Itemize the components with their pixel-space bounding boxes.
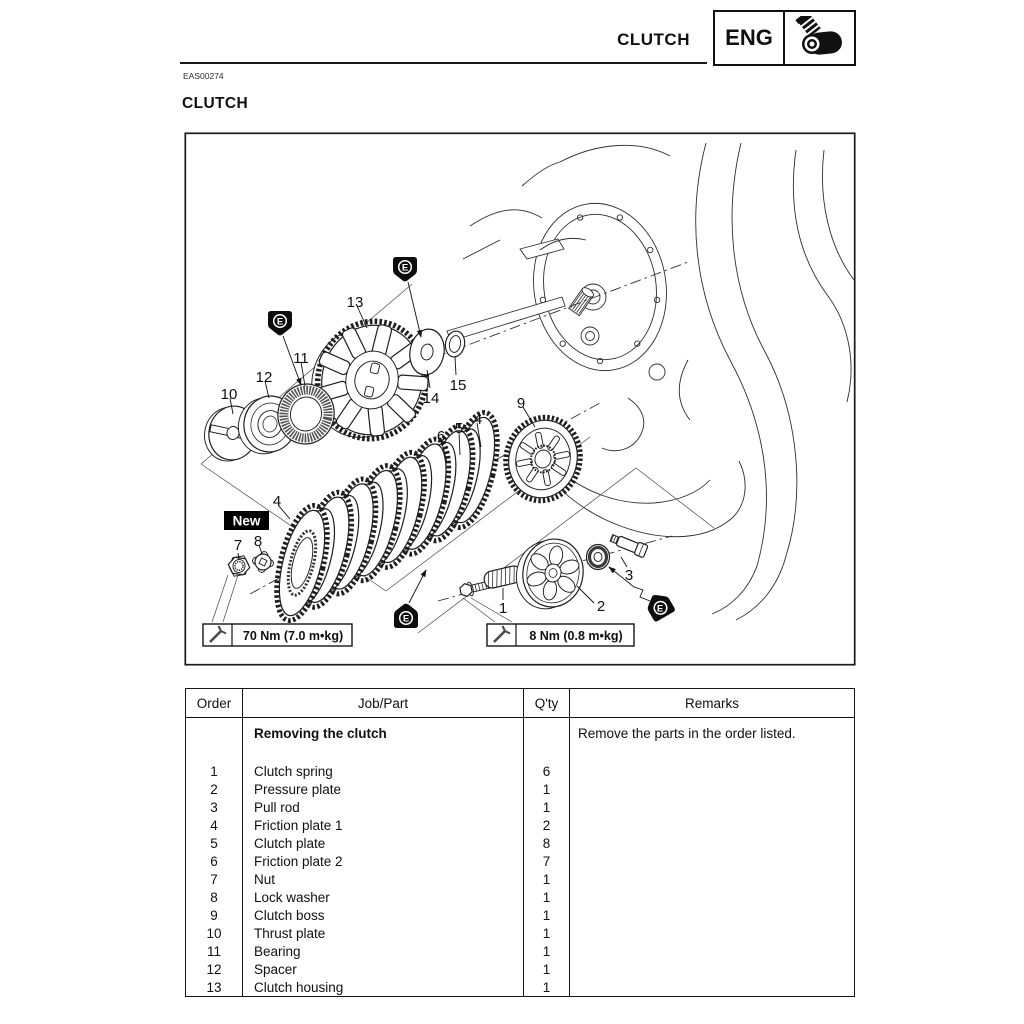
job-cell: Pressure plate — [254, 782, 342, 797]
job-cell: Clutch spring — [254, 764, 333, 779]
callout-14: 14 — [422, 390, 440, 407]
order-cell — [186, 725, 242, 743]
order-cell: 4 — [210, 818, 218, 833]
remarks-cell — [570, 871, 854, 889]
job-cell: Friction plate 1 — [254, 818, 343, 833]
table-spacer — [243, 743, 523, 763]
order-cell: 2 — [210, 782, 218, 797]
oil-symbol-badge-right — [643, 589, 676, 622]
table-spacer — [186, 743, 242, 763]
callout-11: 11 — [293, 350, 309, 367]
remarks-cell — [570, 853, 854, 871]
part-clutch-boss — [497, 409, 589, 508]
callout-10: 10 — [220, 386, 238, 403]
remarks-cell — [570, 781, 854, 799]
callout-15: 15 — [449, 377, 467, 394]
callout-6: 6 — [436, 428, 446, 445]
table-spacer — [524, 743, 569, 763]
order-cell: 5 — [210, 836, 218, 851]
running-header: CLUTCH — [617, 30, 690, 49]
job-cell: Nut — [254, 872, 276, 887]
callout-5: 5 — [454, 420, 464, 437]
order-cell: 1 — [210, 764, 218, 779]
svg-text:70 Nm (7.0 m•kg): 70 Nm (7.0 m•kg) — [242, 629, 344, 643]
qty-cell: 7 — [542, 854, 551, 869]
remarks-cell — [570, 817, 854, 835]
qty-cell: 2 — [542, 818, 551, 833]
engine-crankcase-background — [447, 143, 854, 620]
order-cell: 12 — [206, 962, 222, 977]
callout-12: 12 — [255, 369, 273, 386]
callout-4b: 4 — [272, 493, 282, 510]
qty-cell: 1 — [542, 800, 551, 815]
part-pullrod-bolt — [609, 532, 648, 558]
table-column-qty — [524, 718, 570, 996]
remarks-cell: Remove the parts in the order listed. — [578, 726, 796, 741]
callout-8: 8 — [253, 533, 263, 550]
oil-symbol-badge-bottom — [394, 604, 418, 628]
svg-text:E: E — [656, 603, 664, 615]
svg-text:E: E — [401, 262, 409, 274]
job-cell: Thrust plate — [254, 926, 326, 941]
section-tab-box — [713, 10, 856, 66]
qty-cell — [524, 725, 569, 743]
callout-2: 2 — [596, 598, 606, 615]
part-lock-washer — [251, 550, 275, 574]
qty-cell: 1 — [542, 782, 551, 797]
job-cell: Lock washer — [254, 890, 330, 905]
torque-spec-right — [487, 624, 634, 646]
order-cell: 11 — [206, 944, 221, 959]
part-pressure-plate — [511, 533, 588, 614]
job-cell: Pull rod — [254, 800, 300, 815]
order-cell: 7 — [210, 872, 218, 887]
order-cell: 6 — [210, 854, 218, 869]
qty-cell: 6 — [542, 764, 551, 779]
svg-text:E: E — [402, 613, 410, 625]
callout-7: 7 — [233, 537, 243, 554]
page-title: CLUTCH — [182, 95, 249, 112]
remarks-cell — [570, 889, 854, 907]
remarks-cell — [570, 961, 854, 979]
callout-3: 3 — [624, 567, 634, 584]
remarks-cell — [570, 907, 854, 925]
parts-table — [185, 688, 855, 997]
job-cell: Friction plate 2 — [254, 854, 343, 869]
svg-text:E: E — [276, 316, 284, 328]
remarks-cell — [570, 763, 854, 781]
remarks-cell — [570, 925, 854, 943]
column-header-qty: Q'ty — [524, 689, 570, 717]
qty-cell: 8 — [542, 836, 551, 851]
part-pullrod-bearing — [587, 545, 610, 570]
table-body — [186, 718, 854, 996]
order-cell: 10 — [206, 926, 222, 941]
engine-cylinder-icon — [785, 12, 854, 64]
job-cell: Clutch housing — [254, 980, 344, 995]
qty-cell: 1 — [542, 908, 551, 923]
oil-symbol-badge-left — [268, 311, 292, 335]
exploded-clutch-diagram — [184, 132, 856, 666]
table-column-remarks — [570, 718, 854, 996]
job-section-title: Removing the clutch — [254, 726, 387, 741]
remarks-cell — [570, 799, 854, 817]
table-column-order — [186, 718, 243, 996]
qty-cell: 1 — [542, 926, 551, 941]
qty-cell: 1 — [542, 980, 551, 995]
order-cell: 9 — [210, 908, 218, 923]
remarks-cell — [570, 943, 854, 961]
torque-spec-left — [203, 624, 352, 646]
job-cell: Clutch boss — [254, 908, 325, 923]
table-header-row — [186, 689, 854, 718]
table-spacer — [570, 743, 854, 763]
oil-symbol-badge-top — [393, 257, 417, 281]
form-code: EAS00274 — [183, 71, 224, 81]
callout-13: 13 — [346, 294, 364, 311]
splined-shaft-stub — [569, 286, 595, 316]
job-cell: Bearing — [254, 944, 301, 959]
callout-9: 9 — [516, 395, 526, 412]
qty-cell: 1 — [542, 962, 551, 977]
order-cell: 13 — [206, 980, 222, 995]
remarks-cell — [570, 979, 854, 996]
table-column-job — [243, 718, 524, 996]
order-cell: 3 — [210, 800, 218, 815]
svg-text:8 Nm (0.8 m•kg): 8 Nm (0.8 m•kg) — [529, 629, 623, 643]
friction-plate — [267, 501, 337, 626]
callout-4: 4 — [473, 411, 483, 428]
qty-cell: 1 — [542, 872, 551, 887]
job-cell: Clutch plate — [254, 836, 326, 851]
column-header-jobpart: Job/Part — [243, 689, 524, 717]
new-badge — [224, 511, 269, 530]
column-header-remarks: Remarks — [684, 695, 739, 711]
header-rule — [180, 62, 707, 64]
qty-cell: 1 — [542, 944, 551, 959]
order-cell: 8 — [210, 890, 218, 905]
job-cell: Spacer — [254, 962, 297, 977]
column-header-order: Order — [186, 689, 243, 717]
section-tab-label: ENG — [715, 12, 785, 64]
qty-cell: 1 — [542, 890, 551, 905]
remarks-cell — [570, 835, 854, 853]
svg-text:New: New — [232, 513, 261, 529]
callout-1: 1 — [498, 600, 508, 617]
